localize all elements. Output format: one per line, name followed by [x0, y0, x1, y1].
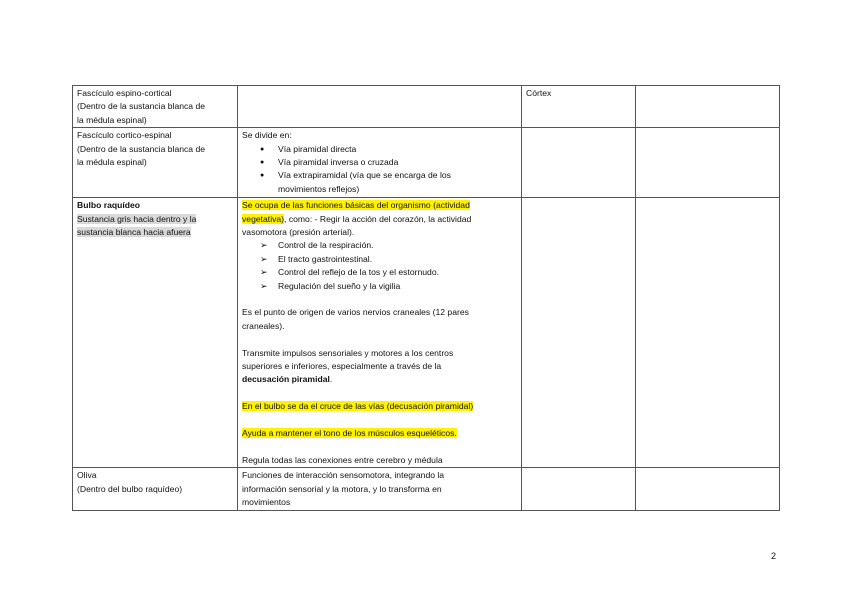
list-item: ➢ El tracto gastrointestinal. — [242, 253, 517, 266]
table-row — [73, 468, 780, 511]
arrow-bullet-icon: ➢ — [260, 267, 268, 278]
cell-text: información sensorial y la motora, y lo transforma en — [242, 483, 442, 494]
cell-text: movimientos — [242, 497, 291, 508]
list-item: ● Vía extrapiramidal (vía que se encarga de los — [242, 169, 517, 182]
table-cell — [73, 468, 238, 511]
cell-text: Sustancia gris hacia dentro y la — [77, 213, 197, 224]
cell-text: la médula espinal) — [77, 157, 147, 168]
cell-text: (Dentro de la sustancia blanca de — [77, 143, 206, 154]
table-cell — [238, 86, 522, 128]
arrow-bullet-icon: ➢ — [260, 280, 268, 291]
cell-text: vasomotora (presión arterial). — [242, 227, 355, 238]
cell-text: Funciones de interacción sensomotora, integrando la — [242, 470, 445, 481]
cell-text: superiores e inferiores, especialmente a través de la — [242, 361, 442, 372]
cell-text: Córtex — [526, 88, 552, 98]
arrow-bullet-icon: ➢ — [260, 240, 268, 251]
table-cell: Se ocupa de las funciones básicas del organismo (actividad vegetativa), como: - Regir la acción del corazón, la actividad vasomotora (presión arterial). ➢ Control de la respiración. ➢ El tracto gastrointestinal. ➢ Control del reflejo de la tos y el estornudo. ➢ Regulación del sueño y la vigilia Es el punto de origen de varios nervios craneales (12 pares craneales). Transmite impulsos sensoriales y motores a los centros superiores e inferiores, especialmente a través de la decusación piramidal. En el bulbo se da el cruce de las vías (decusación piramidal) Ayuda a mantener el tono de los músculos esqueléticos. Regula todas las conexiones entre cerebro y médula — [238, 198, 522, 468]
table-cell — [636, 86, 780, 128]
cell-text: sustancia blanca hacia afuera — [77, 227, 191, 238]
table-cell — [73, 86, 238, 128]
bullet-icon: ● — [260, 145, 265, 153]
highlighted-text: Ayuda a mantener el tono de los músculos esqueléticos. — [242, 428, 457, 439]
table-cell — [636, 128, 780, 198]
section-title: Bulbo raquídeo — [77, 200, 141, 211]
cell-text: Oliva — [77, 470, 97, 481]
cell-text: Transmite impulsos sensoriales y motores a los centros — [242, 347, 454, 358]
table-row — [73, 198, 780, 468]
cell-text: (Dentro de la sustancia blanca de — [77, 101, 206, 112]
table-cell — [73, 128, 238, 198]
table-cell — [636, 198, 780, 468]
highlighted-text: vegetativa) — [242, 213, 285, 224]
table-cell — [522, 128, 636, 198]
table-cell — [522, 468, 636, 511]
cell-text: Fascículo espino-cortical — [77, 88, 172, 98]
table-cell — [522, 86, 636, 128]
list-item: ➢ Control de la respiración. — [242, 239, 517, 252]
list-item: movimientos reflejos) — [278, 183, 360, 194]
table-cell — [636, 468, 780, 511]
list-item: ● Vía piramidal inversa o cruzada — [242, 156, 517, 169]
cell-text: Regula todas las conexiones entre cerebro y médula — [242, 454, 443, 465]
page-number: 2 — [771, 551, 777, 561]
table-row — [73, 86, 780, 128]
arrow-list — [242, 239, 517, 293]
cell-text: Se divide en: — [242, 130, 292, 141]
table-row — [73, 128, 780, 198]
list-item: ● Vía piramidal directa — [242, 143, 517, 156]
cell-text: Fascículo cortico-espinal — [77, 130, 172, 141]
table-cell — [73, 198, 238, 468]
table-cell — [238, 468, 522, 511]
table-cell — [522, 198, 636, 468]
bullet-icon: ● — [260, 159, 265, 167]
cell-text: Es el punto de origen de varios nervios craneales (12 pares — [242, 307, 469, 318]
list-item: ➢ Regulación del sueño y la vigilia — [242, 280, 517, 293]
arrow-bullet-icon: ➢ — [260, 253, 268, 264]
content-table — [72, 85, 780, 511]
cell-text: (Dentro del bulbo raquídeo) — [77, 483, 183, 494]
bullet-icon: ● — [260, 172, 265, 180]
highlighted-text: Se ocupa de las funciones básicas del organismo (actividad — [242, 200, 470, 211]
highlighted-text: En el bulbo se da el cruce de las vías (decusación piramidal) — [242, 401, 474, 412]
cell-text: la médula espinal) — [77, 114, 147, 125]
table-cell — [238, 128, 522, 198]
bold-text: decusación piramidal — [242, 374, 330, 385]
cell-text: craneales). — [242, 320, 285, 331]
bullet-list — [242, 143, 517, 197]
list-item: ➢ Control del reflejo de la tos y el estornudo. — [242, 266, 517, 279]
cell-text: , como: - Regir la acción del corazón, la actividad — [284, 213, 472, 224]
